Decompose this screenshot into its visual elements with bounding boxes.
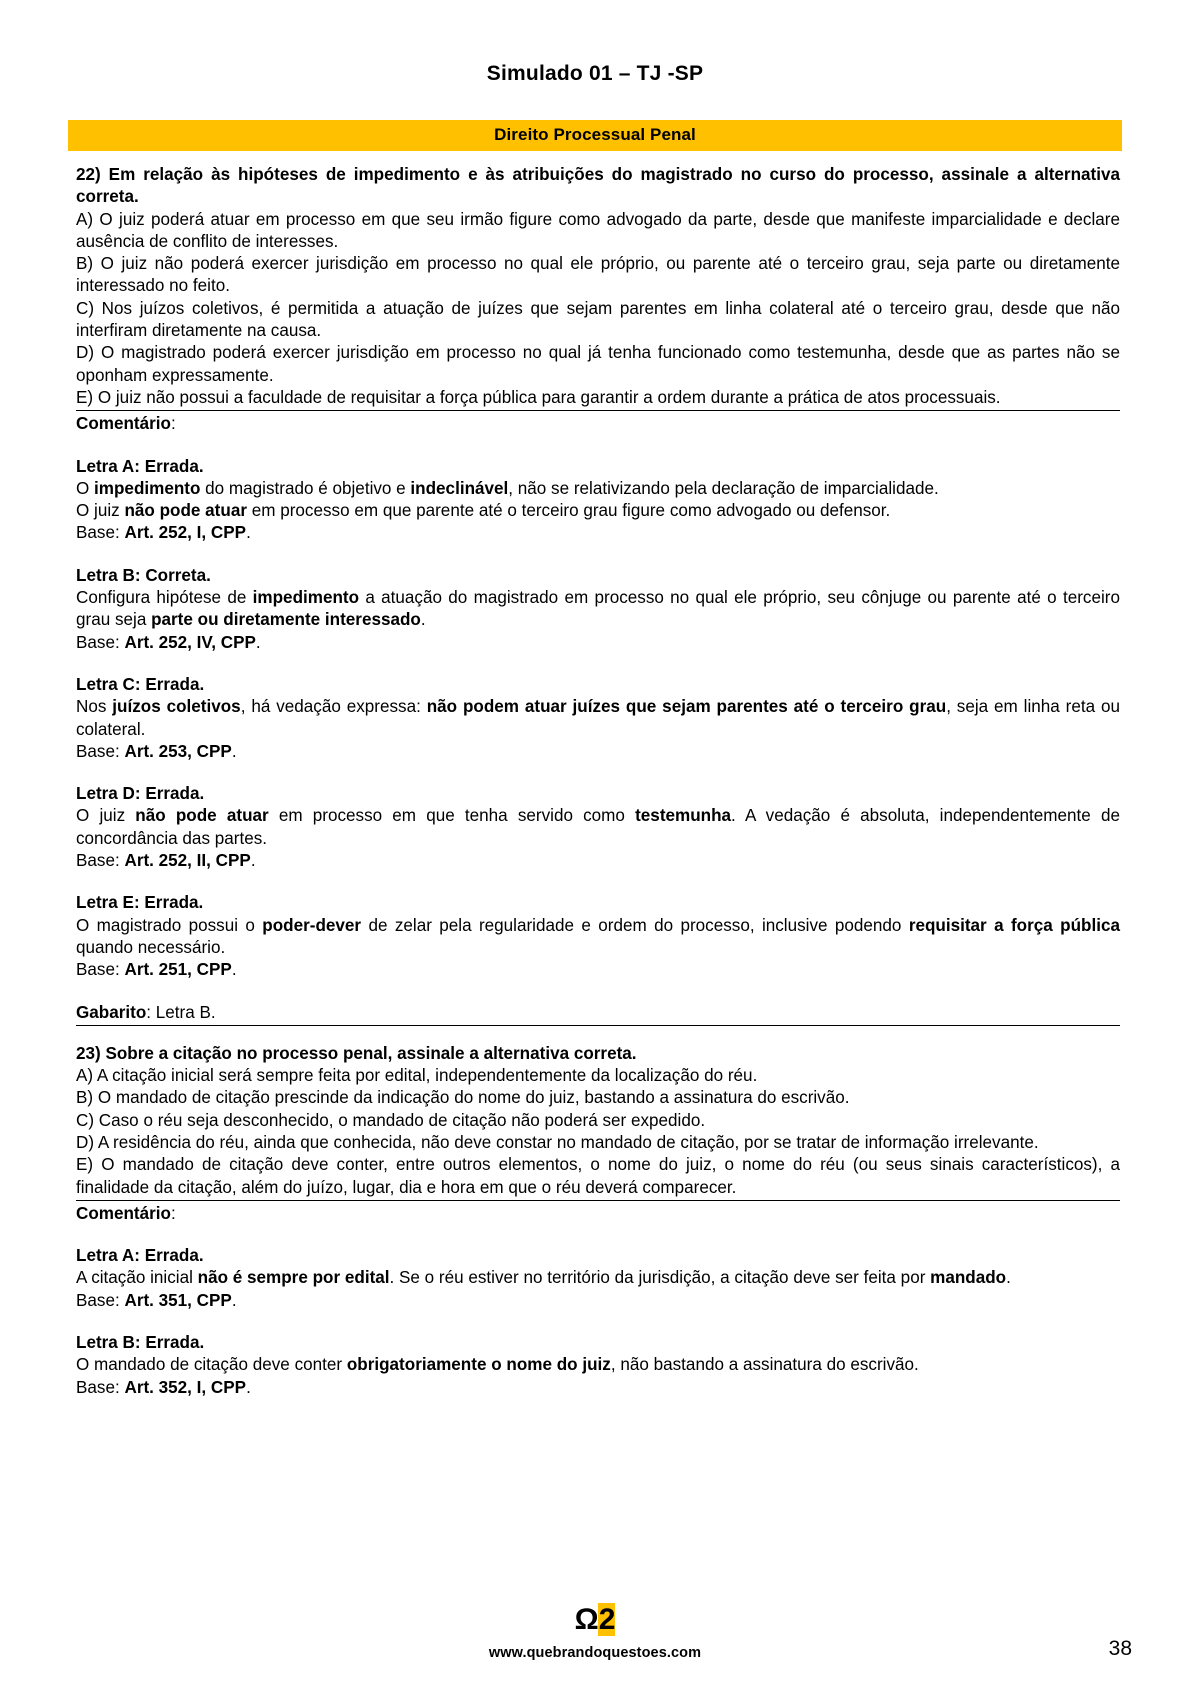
spacer — [76, 763, 1120, 783]
question-alternative-d[interactable]: D) A residência do réu, ainda que conhecida, não deve constar no mandado de citação, por se tratar de informação irrelevante. — [76, 1132, 1039, 1152]
question-statement: 23) Sobre a citação no processo penal, assinale a alternativa correta. — [76, 1043, 637, 1063]
analysis-line: O magistrado possui o poder-dever de zelar pela regularidade e ordem do processo, inclusive podendo requisitar a força pública quando necessário. — [76, 915, 1120, 957]
spacer — [76, 654, 1120, 674]
question-alternative-e[interactable]: E) O mandado de citação deve conter, entre outros elementos, o nome do juiz, o nome do réu (ou seus sinais característicos), a finalidade da citação, além do juízo, lugar, dia e hora em que o réu deverá comparecer. — [76, 1155, 1120, 1197]
comment-colon: : — [170, 414, 176, 434]
comment-label — [76, 413, 1120, 435]
website-url: www.quebrandoquestoes.com — [488, 1645, 702, 1661]
base-end: . — [231, 741, 237, 761]
base-label: Base: — [76, 632, 120, 652]
base-label: Base: — [76, 960, 120, 980]
comment-label — [76, 1203, 1120, 1225]
analysis-line: O mandado de citação deve conter obrigatoriamente o nome do juiz, não bastando a assinatura do escrivão. — [76, 1355, 919, 1375]
spacer — [76, 545, 1120, 565]
base-label: Base: — [76, 741, 120, 761]
base-value: Art. 352, I, CPP — [124, 1377, 247, 1397]
divider — [76, 1025, 1120, 1026]
page-number: 38 — [1108, 1637, 1132, 1660]
analysis-line: Nos juízos coletivos, há vedação expressa: não podem atuar juízes que sejam parentes até o terceiro grau, seja em linha reta ou colateral. — [76, 697, 1120, 739]
answer-key — [76, 1002, 1120, 1024]
base-value: Art. 252, II, CPP — [124, 851, 251, 871]
base-end: . — [246, 523, 251, 543]
analysis-line: O juiz não pode atuar em processo em que parente até o terceiro grau figure como advogado ou defensor. — [76, 501, 891, 521]
base-value: Art. 251, CPP — [124, 960, 232, 980]
base-end: . — [250, 851, 256, 871]
comment-colon: : — [170, 1203, 176, 1223]
logo-two: 2 — [598, 1603, 615, 1636]
spacer — [76, 1027, 1120, 1043]
answer-key-value: : Letra B. — [146, 1002, 216, 1022]
analysis-base — [76, 850, 1120, 872]
omega-icon: Ω — [574, 1603, 598, 1636]
base-end: . — [246, 1377, 251, 1397]
base-label: Base: — [76, 1377, 120, 1397]
base-value: Art. 253, CPP — [124, 741, 232, 761]
base-value: Art. 351, CPP — [124, 1290, 232, 1310]
analysis-base — [76, 632, 1120, 654]
spacer — [76, 436, 1120, 456]
question-block-22 — [76, 164, 1120, 1026]
analysis-heading-d: Letra D: Errada. — [76, 784, 205, 804]
analysis-base — [76, 959, 1120, 981]
document-body — [76, 164, 1120, 1399]
divider — [76, 1200, 1120, 1201]
analysis-line: A citação inicial não é sempre por edital. Se o réu estiver no território da jurisdição, a citação deve ser feita por mandado. — [76, 1268, 1011, 1288]
question-statement: 22) Em relação às hipóteses de impedimento e às atribuições do magistrado no curso do processo, assinale a alternativa correta. — [76, 165, 1120, 207]
question-alternative-a[interactable]: A) O juiz poderá atuar em processo em que seu irmão figure como advogado da parte, desde que manifeste imparcialidade e declare ausência de conflito de interesses. — [76, 209, 1120, 251]
spacer — [76, 1312, 1120, 1332]
base-value: Art. 252, IV, CPP — [124, 632, 256, 652]
analysis-base — [76, 741, 1120, 763]
base-end: . — [255, 632, 261, 652]
analysis-heading-b: Letra B: Correta. — [76, 565, 211, 585]
analysis-heading-c: Letra C: Errada. — [76, 674, 205, 694]
spacer — [76, 1225, 1120, 1245]
question-block-23 — [76, 1043, 1120, 1399]
base-label: Base: — [76, 523, 120, 543]
analysis-heading-e: Letra E: Errada. — [76, 893, 204, 913]
question-alternative-c[interactable]: C) Caso o réu seja desconhecido, o mandado de citação não poderá ser expedido. — [76, 1110, 706, 1130]
base-label: Base: — [76, 1290, 120, 1310]
analysis-base — [76, 1377, 1120, 1399]
analysis-line: Configura hipótese de impedimento a atuação do magistrado em processo no qual ele próprio, seu cônjuge ou parente até o terceiro grau seja parte ou diretamente interessado. — [76, 588, 1120, 630]
analysis-base — [76, 1290, 1120, 1312]
base-value: Art. 252, I, CPP — [124, 523, 247, 543]
spacer — [76, 982, 1120, 1002]
base-label: Base: — [76, 851, 120, 871]
question-alternative-b[interactable]: B) O mandado de citação prescinde da indicação do nome do juiz, bastando a assinatura do escrivão. — [76, 1088, 850, 1108]
question-alternative-a[interactable]: A) A citação inicial será sempre feita por edital, independentemente da localização do réu. — [76, 1066, 758, 1086]
analysis-line: O juiz não pode atuar em processo em que tenha servido como testemunha. A vedação é absoluta, independentemente de concordância das partes. — [76, 806, 1120, 848]
subject-banner: Direito Processual Penal — [68, 120, 1122, 151]
base-end: . — [231, 960, 237, 980]
comment-label-text: Comentário — [76, 414, 171, 434]
analysis-heading-b: Letra B: Errada. — [76, 1333, 205, 1353]
question-alternative-e[interactable]: E) O juiz não possui a faculdade de requisitar a força pública para garantir a ordem durante a prática de atos processuais. — [76, 387, 1001, 407]
analysis-line: O impedimento do magistrado é objetivo e indeclinável, não se relativizando pela declaração de imparcialidade. — [76, 478, 939, 498]
answer-key-label: Gabarito — [76, 1002, 147, 1022]
question-alternative-c[interactable]: C) Nos juízos coletivos, é permitida a atuação de juízes que sejam parentes em linha colateral até o terceiro grau, desde que não interfiram diretamente na causa. — [76, 298, 1120, 341]
brand-logo — [0, 1605, 1190, 1635]
divider — [76, 410, 1120, 411]
analysis-base — [76, 522, 1120, 544]
question-alternative-d[interactable]: D) O magistrado poderá exercer jurisdição em processo no qual já tenha funcionado como testemunha, desde que as partes não se oponham expressamente. — [76, 343, 1120, 385]
question-alternative-b[interactable]: B) O juiz não poderá exercer jurisdição em processo no qual ele próprio, ou parente até o terceiro grau, seja parte ou diretamente interessado no feito. — [76, 254, 1120, 296]
page-footer — [0, 1605, 1190, 1661]
comment-label-text: Comentário — [76, 1203, 171, 1223]
page-title: Simulado 01 – TJ -SP — [486, 62, 704, 85]
base-end: . — [231, 1290, 237, 1310]
analysis-heading-a: Letra A: Errada. — [76, 456, 204, 476]
spacer — [76, 872, 1120, 892]
analysis-heading-a: Letra A: Errada. — [76, 1246, 204, 1266]
